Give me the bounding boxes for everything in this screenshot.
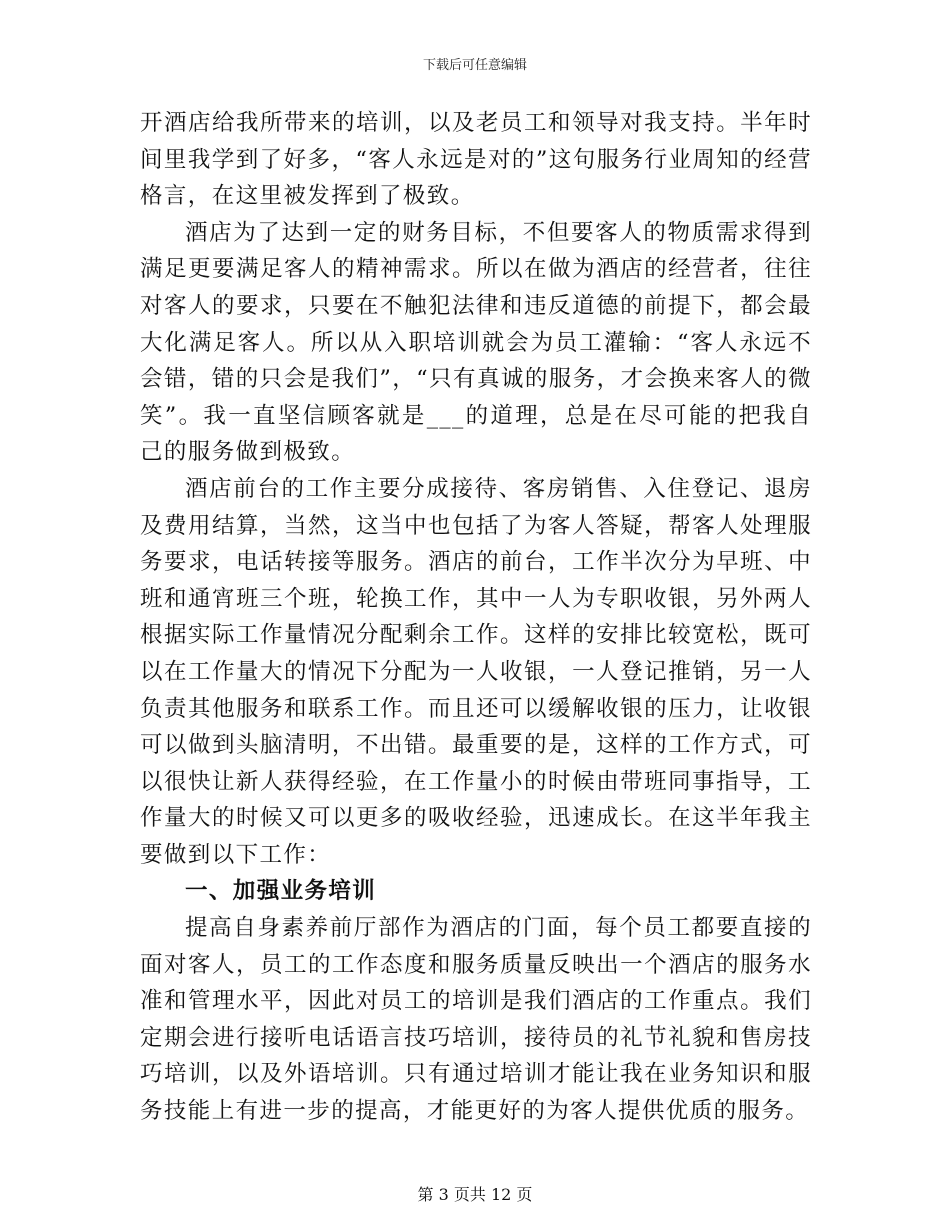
paragraph-training: 提高自身素养前厅部作为酒店的门面，每个员工都要直接的面对客人，员工的工作态度和服务质量反映出一个酒店的服务水准和管理水平，因此对员工的培训是我们酒店的工作重点。我们定期会进行接听电话语言技巧培训，接待员的礼节礼貌和售房技巧培训，以及外语培训。只有通过培训才能让我在业务知识和服务技能上有进一步的提高，才能更好的为客人提供优质的服务。 xyxy=(140,915,812,1125)
section-heading: 一、加强业务培训 xyxy=(185,878,377,905)
page-footer: 第 3 页共 12 页 xyxy=(417,1185,533,1204)
paragraph-continuation: 开酒店给我所带来的培训，以及老员工和领导对我支持。半年时间里我学到了好多，“客人永远是对的”这句服务行业周知的经营格言，在这里被发挥到了极致。 xyxy=(140,110,812,210)
document-body xyxy=(140,105,812,1130)
paragraph-front-desk-work: 酒店前台的工作主要分成接待、客房销售、入住登记、退房及费用结算，当然，这当中也包括了为客人答疑，帮客人处理服务要求，电话转接等服务。酒店的前台，工作半次分为早班、中班和通宵班三个班，轮换工作，其中一人为专职收银，另外两人根据实际工作量情况分配剩余工作。这样的安排比较宽松，既可以在工作量大的情况下分配为一人收银，一人登记推销，另一人负责其他服务和联系工作。而且还可以缓解收银的压力，让收银可以做到头脑清明，不出错。最重要的是，这样的工作方式，可以很快让新人获得经验，在工作量小的时候由带班同事指导，工作量大的时候又可以更多的吸收经验，迅速成长。在这半年我主要做到以下工作： xyxy=(140,475,812,868)
paragraph-customer-needs: 酒店为了达到一定的财务目标，不但要客人的物质需求得到满足更要满足客人的精神需求。所以在做为酒店的经营者，往往对客人的要求，只要在不触犯法律和违反道德的前提下，都会最大化满足客人。所以从入职培训就会为员工灌输：“客人永远不会错，错的只会是我们”，“只有真诚的服务，才会换来客人的微笑”。我一直坚信顾客就是___的道理，总是在尽可能的把我自己的服务做到极致。 xyxy=(140,219,812,466)
page-header: 下载后可任意编辑 xyxy=(422,58,527,73)
